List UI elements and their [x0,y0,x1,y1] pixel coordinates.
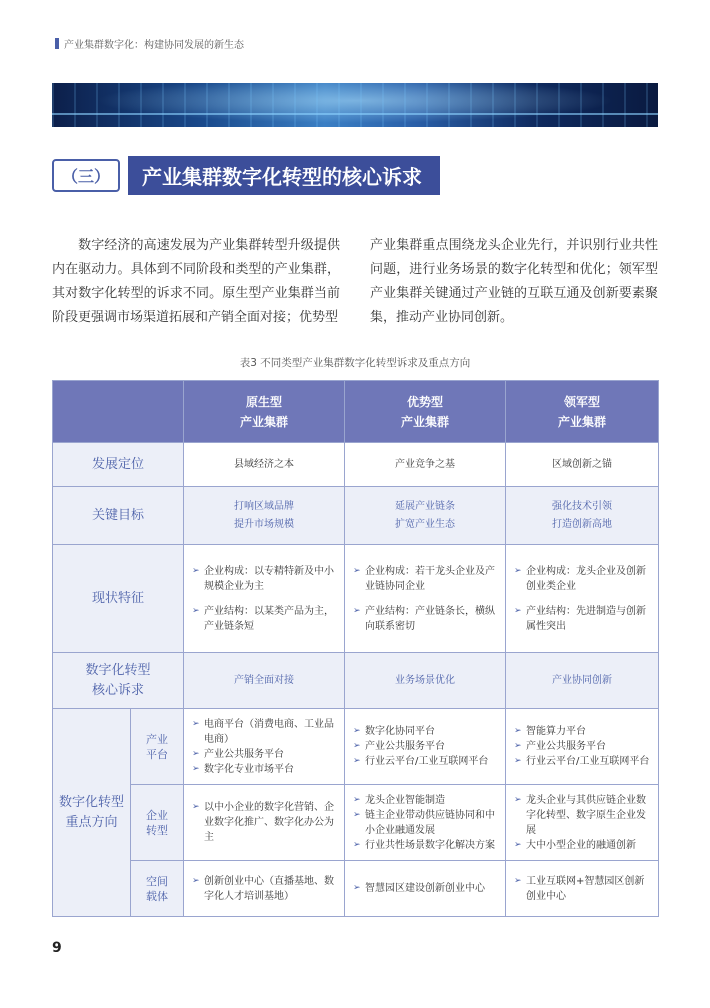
page-number: 9 [52,940,62,956]
list-item: ➢ 行业共性场景数字化解决方案 [353,838,499,853]
table-cell: 产业协同创新 [506,653,659,709]
list-item: ➢ 创新创业中心（直播基地、数字化人才培训基地） [192,874,338,904]
column-header-line2: 产业集群 [557,414,606,429]
row-label: 现状特征 [53,545,184,653]
list-item: ➢ 智能算力平台 [514,724,652,739]
table-cell: 业务场景优化 [345,653,506,709]
row-label [53,709,131,917]
list-item: ➢ 行业云平台/工业互联网平台 [514,754,652,769]
sub-label-line1: 企业 [146,808,168,822]
table-cell [184,487,345,545]
list-item: ➢ 产业公共服务平台 [353,739,499,754]
table-row-positioning [53,443,659,487]
table-cell: 产销全面对接 [184,653,345,709]
table-cell: 产业竞争之基 [345,443,506,487]
cell-line: 打造创新高地 [552,518,612,530]
list-item: ➢ 产业公共服务平台 [514,739,652,754]
sub-row-label [131,709,184,785]
list-item: ➢ 智慧园区建设创新创业中心 [353,881,499,896]
header-blank-cell [53,381,184,443]
table-cell [506,785,659,861]
list-item: ➢ 企业构成：以专精特新及中小规模企业为主 [192,564,338,594]
list-item: ➢ 行业云平台/工业互联网平台 [353,754,499,769]
column-header-native [184,381,345,443]
table-cell [506,487,659,545]
table-cell [184,709,345,785]
list-item: ➢ 数字化专业市场平台 [192,762,338,777]
cell-line: 提升市场规模 [234,518,294,530]
column-header-line2: 产业集群 [400,414,449,429]
row-label: 关键目标 [53,487,184,545]
sub-row-label [131,785,184,861]
sub-label-line1: 产业 [146,732,168,746]
paragraph-left-text: 数字经济的高速发展为产业集群转型升级提供内在驱动力。具体到不同阶段和类型的产业集群，其对数字化转型的诉求不同。原生型产业集群当前阶段更强调市场渠道拓展和产销全面对接；优势型 [52,238,340,325]
banner-image [52,83,658,127]
table-cell [506,861,659,917]
cell-line: 扩宽产业生态 [395,518,455,530]
table-cell [184,861,345,917]
table-cell [345,785,506,861]
list-item: ➢ 龙头企业智能制造 [353,793,499,808]
table-cell [345,709,506,785]
table-cell [184,785,345,861]
column-header-line1: 原生型 [245,394,282,409]
table-cell: 县域经济之本 [184,443,345,487]
list-item: ➢ 产业公共服务平台 [192,747,338,762]
sub-label-line2: 转型 [146,823,168,837]
row-label-line1: 数字化转型 [85,662,151,678]
row-label-line1: 数字化转型 [58,794,124,810]
column-header-line1: 领军型 [563,394,600,409]
table-row-focus-platform [53,709,659,785]
sub-label-line2: 平台 [146,747,168,761]
table-cell: 区域创新之锚 [506,443,659,487]
list-item: ➢ 龙头企业与其供应链企业数字化转型、数字原生企业发展 [514,793,652,838]
table-cell [345,545,506,653]
list-item: ➢ 大中小型企业的融通创新 [514,838,652,853]
banner-light-line [52,113,658,115]
cell-line: 延展产业链条 [395,500,455,512]
sub-label-line1: 空间 [146,874,168,888]
table-row-demand [53,653,659,709]
cell-line: 强化技术引领 [552,500,612,512]
table-row-focus-space [53,861,659,917]
sub-row-label [131,861,184,917]
table-row-goals [53,487,659,545]
list-item: ➢ 数字化协同平台 [353,724,499,739]
paragraph-right: 产业集群重点围绕龙头企业先行，并识别行业共性问题，进行业务场景的数字化转型和优化；领军型产业集群关键通过产业链的互联互通及创新要素聚集，推动产业协同创新。 [370,238,658,325]
list-item: ➢ 链主企业带动供应链协同和中小企业融通发展 [353,808,499,838]
section-heading [52,157,440,193]
table-caption: 表3 不同类型产业集群数字化转型诉求及重点方向 [239,357,471,369]
list-item: ➢ 产业结构：以某类产品为主，产业链条短 [192,604,338,634]
column-header-line2: 产业集群 [239,414,288,429]
table-row-focus-enterprise [53,785,659,861]
list-item: ➢ 电商平台（消费电商、工业品电商） [192,717,338,747]
paragraph-left [52,234,340,330]
table-header-row [53,381,659,443]
column-header-line1: 优势型 [406,394,443,409]
table-row-status [53,545,659,653]
row-label-line2: 重点方向 [65,814,118,830]
table-cell [184,545,345,653]
list-item: ➢ 产业结构：先进制造与创新属性突出 [514,604,652,634]
cell-line: 打响区域品牌 [234,500,294,512]
list-item: ➢ 以中小企业的数字化营销、企业数字化推广、数字化办公为主 [192,800,338,845]
list-item: ➢ 企业构成：若干龙头企业及产业链协同企业 [353,564,499,594]
list-item: ➢ 产业结构：产业链条长，横纵向联系密切 [353,604,499,634]
column-header-advantage [345,381,506,443]
row-label [53,653,184,709]
list-item: ➢ 工业互联网+智慧园区创新创业中心 [514,874,652,904]
section-title: 产业集群数字化转型的核心诉求 [128,156,440,195]
running-header [55,36,244,51]
row-label-line2: 核心诉求 [91,682,144,698]
table-cell [506,709,659,785]
sub-label-line2: 载体 [146,889,168,903]
banner-glow [52,83,658,127]
table-cell [506,545,659,653]
section-number: （三） [52,159,120,192]
list-item: ➢ 企业构成：龙头企业及创新创业类企业 [514,564,652,594]
table-cell [345,487,506,545]
table-cell [345,861,506,917]
header-marker [55,38,59,49]
row-label: 发展定位 [53,443,184,487]
demands-table [52,380,659,917]
column-header-leading [506,381,659,443]
header-text: 产业集群数字化：构建协同发展的新生态 [64,40,244,51]
